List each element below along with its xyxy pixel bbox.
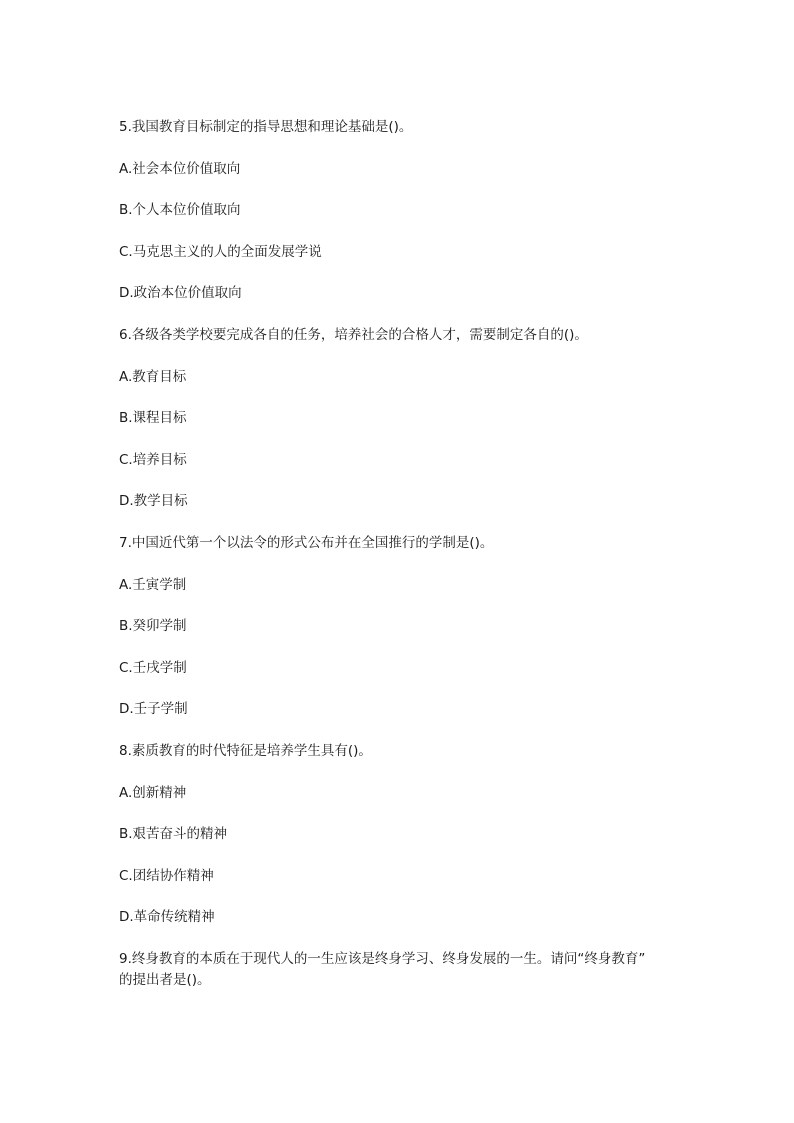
question-5-option-c: C.马克思主义的人的全面发展学说 [119,243,322,260]
question-5-option-d: D.政治本位价值取向 [119,285,242,302]
question-7-option-d: D.壬子学制 [119,701,188,718]
question-6-option-c: C.培养目标 [119,451,187,468]
question-7-option-a: A.壬寅学制 [119,576,187,593]
question-6-option-d: D.教学目标 [119,493,188,510]
question-8-stem: 8.素质教育的时代特征是培养学生具有()。 [119,742,372,759]
question-9-stem-line-2: 的提出者是()。 [119,971,211,988]
question-9-stem-line-1: 9.终身教育的本质在于现代人的一生应该是终身学习、终身发展的一生。请问“终身教育” [119,950,646,967]
question-5-option-a: A.社会本位价值取向 [119,160,241,177]
question-6-option-a: A.教育目标 [119,368,187,385]
question-8-option-d: D.革命传统精神 [119,909,215,926]
question-9-stem [119,949,679,991]
question-5-option-b: B.个人本位价值取向 [119,202,241,219]
question-5-stem: 5.我国教育目标制定的指导思想和理论基础是()。 [119,119,413,135]
question-6-option-b: B.课程目标 [119,410,187,427]
question-8-option-a: A.创新精神 [119,784,187,801]
question-6-stem: 6.各级各类学校要完成各自的任务，培养社会的合格人才，需要制定各自的()。 [119,326,588,343]
question-8-option-b: B.艰苦奋斗的精神 [119,826,228,843]
question-list [119,117,679,991]
question-7-stem: 7.中国近代第一个以法令的形式公布并在全国推行的学制是()。 [119,534,494,551]
question-7-option-b: B.癸卯学制 [119,618,187,635]
question-7-option-c: C.壬戌学制 [119,659,187,676]
question-8-option-c: C.团结协作精神 [119,867,214,884]
